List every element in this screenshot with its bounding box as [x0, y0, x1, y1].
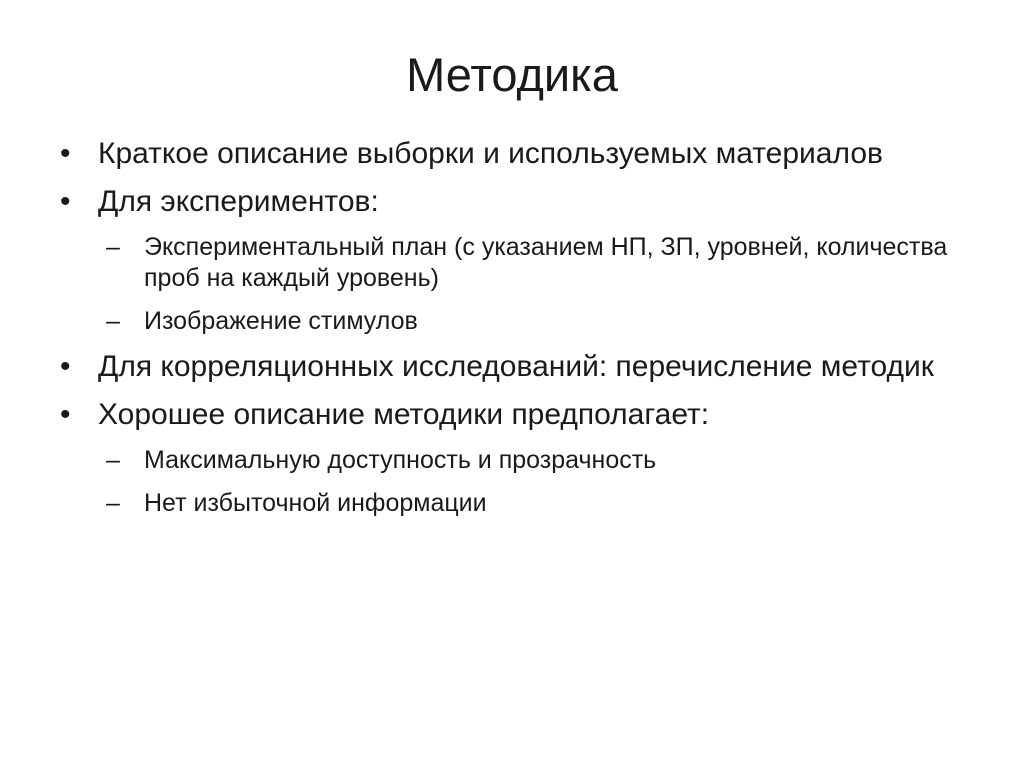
- sub-bullet-item: [98, 306, 960, 337]
- dash-marker: –: [106, 307, 120, 335]
- sub-bullet-list: [98, 232, 960, 337]
- sub-bullet-item: [98, 488, 960, 519]
- bullet-item: [60, 349, 960, 385]
- bullet-marker: •: [60, 185, 71, 218]
- sub-bullet-text: Изображение стимулов: [144, 307, 418, 335]
- bullet-list: [60, 136, 960, 531]
- sub-bullet-item: [98, 445, 960, 476]
- slide-title: Методика: [406, 48, 618, 101]
- bullet-item: [60, 136, 960, 172]
- bullet-text: Для корреляционных исследований: перечисление методик: [98, 350, 934, 383]
- sub-bullet-text: Максимальную доступность и прозрачность: [144, 446, 657, 474]
- bullet-item: [60, 397, 960, 519]
- sub-bullet-text: Нет избыточной информации: [144, 489, 487, 517]
- sub-bullet-text: Экспериментальный план (с указанием НП, ЗП, уровней, количества проб на каждый уровень): [144, 233, 948, 292]
- bullet-text: Краткое описание выборки и используемых материалов: [98, 137, 883, 170]
- sub-bullet-list: [98, 445, 960, 519]
- sub-bullet-item: [98, 232, 960, 294]
- bullet-item: [60, 184, 960, 337]
- bullet-text: Для экспериментов:: [98, 185, 379, 218]
- bullet-marker: •: [60, 137, 71, 170]
- dash-marker: –: [106, 446, 120, 474]
- bullet-text: Хорошее описание методики предполагает:: [98, 398, 710, 431]
- dash-marker: –: [106, 233, 120, 261]
- dash-marker: –: [106, 489, 120, 517]
- bullet-marker: •: [60, 350, 71, 383]
- bullet-marker: •: [60, 398, 71, 431]
